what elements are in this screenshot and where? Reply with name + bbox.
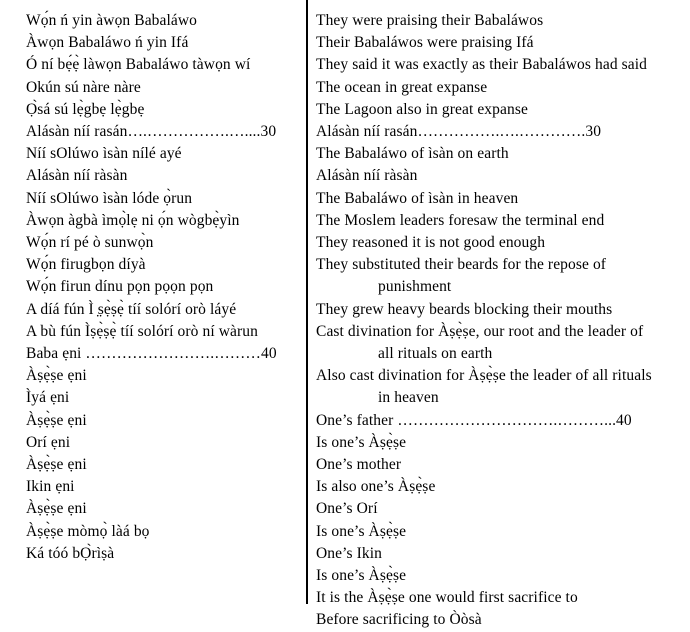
verse-line: Ó ní bẹ́ẹ̀ làwọn Babaláwo tàwọn wí — [26, 56, 251, 74]
translation-line: Is also one’s Àṣẹ̀ṣe — [316, 478, 436, 496]
verse-line: Ìyá ẹni — [26, 389, 70, 407]
translation-line: It is the Àṣẹ̀ṣe one would first sacrifice to — [316, 589, 578, 607]
translation-line: Is one’s Àṣẹ̀ṣe — [316, 433, 407, 451]
translation-line: They were praising their Babaláwos — [316, 12, 544, 29]
verse-line: Àṣẹ̀ṣe mòmọ̀ làá bọ — [26, 522, 150, 540]
verse-line: Ikin ẹni — [26, 478, 75, 496]
verse-line: Alásàn níí rasán….…………….…....30 — [26, 123, 277, 141]
translation-line: The Babaláwo of ìsàn on earth — [316, 145, 509, 163]
translation-line: One’s mother — [316, 456, 402, 474]
verse-line: Wọ́n rí pé ò sunwọ̀n — [26, 234, 154, 252]
verse-line: Ọ̀sá sú lẹ̀gbẹ lẹ̀gbẹ — [26, 100, 145, 118]
translation-line: Alásàn níí ràsàn — [316, 167, 418, 185]
translation-line: They reasoned it is not good enough — [316, 234, 546, 252]
translation-line: The Babaláwo of ìsàn in heaven — [316, 189, 519, 207]
left-text-column — [0, 0, 306, 604]
verse-line: Ká tóó bỌ̀rìṣà — [26, 544, 115, 562]
translation-line: Is one’s Àṣẹ̀ṣe — [316, 522, 407, 540]
translation-line: They substituted their beards for the repose of — [316, 256, 607, 274]
translation-line: Also cast divination for Àṣẹ̀ṣe the leader of all rituals — [316, 367, 652, 385]
translation-line: One’s Orí — [316, 500, 378, 518]
verse-line: Orí ẹni — [26, 433, 71, 451]
verse-line: Níí sOlúwo ìsàn nílé ayé — [26, 145, 182, 163]
verse-line: Àṣẹ̀ṣe ẹni — [26, 367, 87, 385]
translation-line: punishment — [378, 278, 452, 296]
right-text-column — [308, 0, 690, 629]
translation-line: Their Babaláwos were praising Ifá — [316, 34, 534, 52]
translation-line: One’s father ………………………….………...40 — [316, 411, 632, 429]
verse-line: Alásàn níí ràsàn — [26, 167, 128, 185]
translation-line: Before sacrificing to Òòsà — [316, 611, 482, 629]
translation-line: They said it was exactly as their Babaláwos had said — [316, 56, 648, 74]
verse-line: A bù fún Ìṣẹ̀ṣẹ̀ tíí solórí orò ní wàrun — [26, 322, 258, 340]
translation-line: The Moslem leaders foresaw the terminal end — [316, 211, 605, 229]
verse-line: Àṣẹ̀ṣe ẹni — [26, 411, 87, 429]
translation-line: Alásàn níí rasán…………….….………….30 — [316, 123, 602, 141]
translation-line: The Lagoon also in great expanse — [316, 100, 528, 118]
translation-line: in heaven — [378, 389, 439, 407]
translation-line: Is one’s Àṣẹ̀ṣe — [316, 567, 407, 585]
translation-line: all rituals on earth — [378, 345, 493, 363]
verse-line: Wọ́n firugbọn díyà — [26, 256, 146, 274]
translation-line: Cast divination for Àṣẹ̀ṣe, our root and the leader of — [316, 322, 644, 340]
verse-line: Wọ́n ń yin àwọn Babaláwo — [26, 12, 198, 29]
translation-line: One’s Ikin — [316, 544, 383, 562]
verse-line: Àwọn Babaláwo ń yin Ifá — [26, 34, 189, 52]
verse-line: Àṣẹ̀ṣe ẹni — [26, 456, 87, 474]
verse-line: Àwọn àgbà ìmọ̀lẹ ni ọ́n wògbẹ̀yìn — [26, 211, 240, 229]
verse-line: Níí sOlúwo ìsàn lóde ọ̀run — [26, 189, 193, 207]
translation-line: They grew heavy beards blocking their mouths — [316, 300, 613, 318]
verse-line: Baba ẹni …………………….………40 — [26, 345, 277, 363]
verse-line: Àṣẹ̀ṣe ẹni — [26, 500, 87, 518]
translation-line: The ocean in great expanse — [316, 78, 488, 96]
verse-line: Wọ́n firun dínu pọn pọọn pọn — [26, 278, 214, 296]
verse-line: A díá fún Ì ̣ṣẹ̀ṣẹ̀ tíí solórí orò láyé — [26, 300, 237, 318]
verse-line: Okún sú nàre nàre — [26, 78, 141, 96]
